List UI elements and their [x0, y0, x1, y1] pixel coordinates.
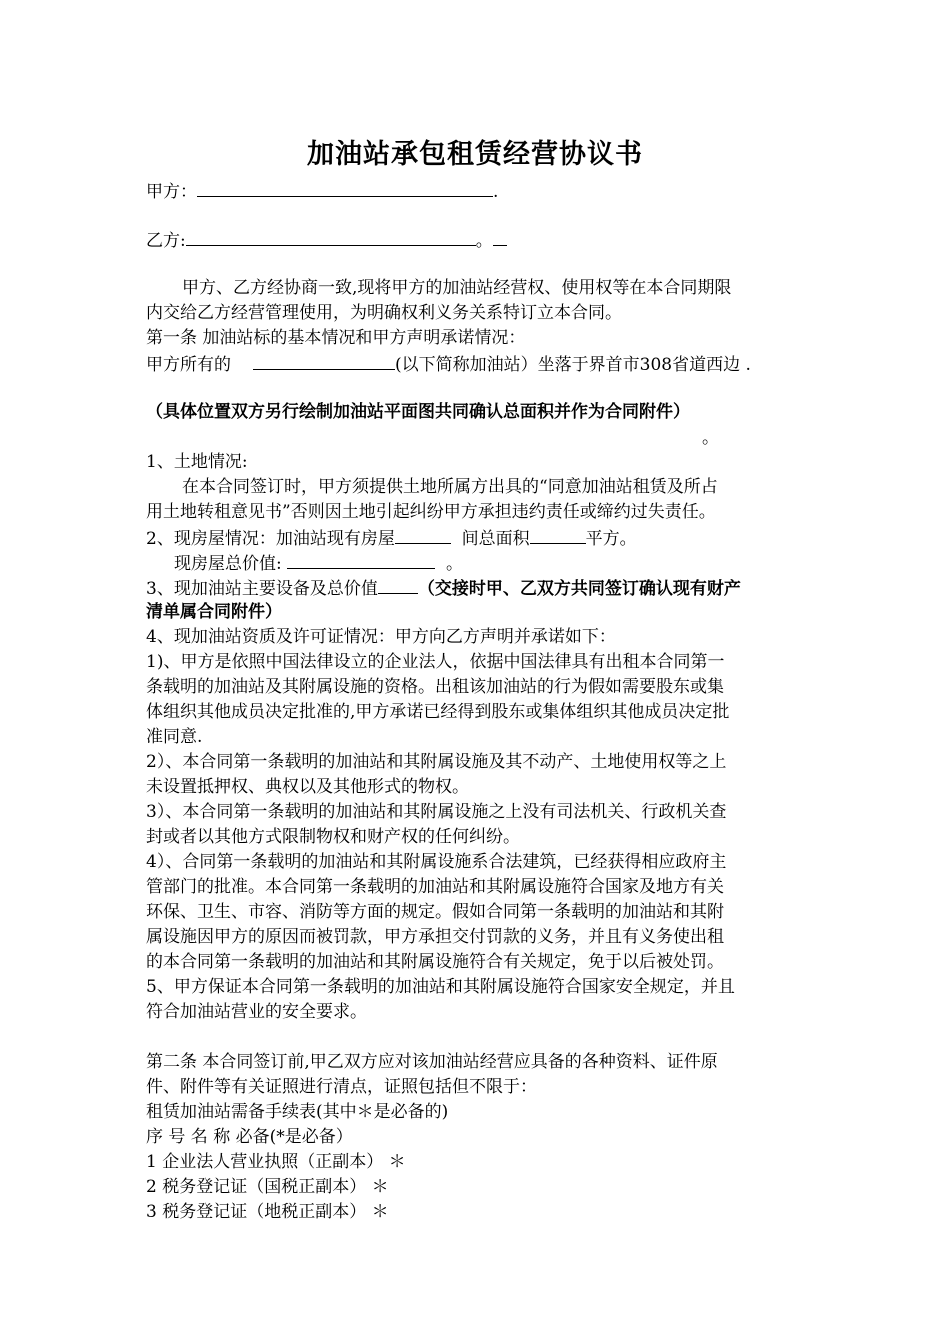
equipment-value-blank: [378, 575, 418, 594]
house-mid: 间总面积: [461, 529, 530, 549]
clause-line: 条载明的加油站及其附属设施的资格。出租该加油站的行为假如需要股东或集: [146, 677, 724, 697]
party-b-end: 。: [475, 231, 493, 251]
party-a-line: [146, 178, 498, 204]
intro-line-2: 内交给乙方经营管理使用，为明确权利义务关系特订立本合同。: [146, 303, 622, 323]
clause-line: 5、甲方保证本合同第一条载明的加油站和其附属设施符合国家安全规定，并且: [146, 977, 735, 997]
house-value-label: 现房屋总价值:: [174, 554, 282, 574]
house-line: [146, 525, 637, 551]
clause-line: 环保、卫生、市容、消防等方面的规定。假如合同第一条载明的加油站和其附: [146, 902, 724, 922]
article-1-heading: 第一条 加油站标的基本情况和甲方声明承诺情况：: [146, 328, 526, 348]
clause-line: 4）、合同第一条载明的加油站和其附属设施系合法建筑，已经获得相应政府主: [146, 852, 727, 872]
house-prefix: 2、现房屋情况：加油站现有房屋: [146, 529, 395, 549]
ownership-suffix: (以下简称加油站）坐落于界首市308省道西边 .: [395, 355, 751, 375]
clause-line: 1)、甲方是依照中国法律设立的企业法人，依据中国法律具有出租本合同第一: [146, 652, 725, 672]
house-value-end: 。: [445, 554, 463, 574]
equipment-note: （交接时甲、乙双方共同签订确认现有财产: [417, 579, 741, 599]
license-heading: 4、现加油站资质及许可证情况：甲方向乙方声明并承诺如下：: [146, 627, 616, 647]
house-area-blank: [530, 525, 586, 544]
location-note: （具体位置双方另行绘制加油站平面图共同确认总面积并作为合同附件）: [146, 402, 690, 422]
clause-line: 未设置抵押权、典权以及其他形式的物权。: [146, 777, 469, 797]
house-count-blank: [395, 525, 451, 544]
land-body-1: 在本合同签订时，甲方须提供土地所属方出具的“同意加油站租赁及所占: [182, 477, 718, 497]
article-1-ownership: [146, 351, 751, 377]
station-name-blank: [253, 351, 395, 370]
table-header: 序 号 名 称 必备(*是必备）: [146, 1127, 353, 1147]
equipment-prefix: 3、现加油站主要设备及总价值: [146, 579, 378, 599]
article-2-line-1: 第二条 本合同签订前,甲乙双方应对该加油站经营应具备的各种资料、证件原: [146, 1052, 718, 1072]
clause-line: 准同意.: [146, 727, 203, 747]
party-b-blank: [186, 227, 476, 246]
clause-line: 的本合同第一条载明的加油站和其附属设施符合有关规定，免于以后被处罚。: [146, 952, 724, 972]
table-row: 2 税务登记证（国税正副本） ＊: [146, 1177, 389, 1197]
equipment-note-2: 清单属合同附件）: [146, 602, 282, 622]
party-b-label: 乙方:: [146, 231, 186, 251]
party-b-line: [146, 227, 507, 253]
location-dot: 。: [702, 428, 719, 448]
clause-line: 管部门的批准。本合同第一条载明的加油站和其附属设施符合国家及地方有关: [146, 877, 724, 897]
intro-line-1: 甲方、乙方经协商一致,现将甲方的加油站经营权、使用权等在本合同期限: [182, 278, 732, 298]
clause-line: 属设施因甲方的原因而被罚款，甲方承担交付罚款的义务，并且有义务使出租: [146, 927, 724, 947]
equipment-line: [146, 575, 741, 601]
house-value-line: [174, 550, 463, 576]
clause-line: 符合加油站营业的安全要求。: [146, 1002, 367, 1022]
article-2-line-2: 件、附件等有关证照进行清点，证照包括但不限于：: [146, 1077, 537, 1097]
clause-line: 3）、本合同第一条载明的加油站和其附属设施之上没有司法机关、行政机关查: [146, 802, 727, 822]
house-value-blank: [287, 550, 435, 569]
table-row: 3 税务登记证（地税正副本） ＊: [146, 1202, 389, 1222]
party-a-end: .: [493, 182, 499, 202]
ownership-prefix: 甲方所有的: [146, 355, 231, 375]
land-body-2: 用土地转租意见书”否则因土地引起纠纷甲方承担违约责任或缔约过失责任。: [146, 502, 716, 522]
house-suffix: 平方。: [585, 529, 637, 549]
party-a-blank: [197, 178, 493, 197]
table-row: 1 企业法人营业执照（正副本） ＊: [146, 1152, 406, 1172]
party-a-label: 甲方：: [146, 182, 197, 202]
document-title: 加油站承包租赁经营协议书: [307, 139, 643, 170]
clause-line: 体组织其他成员决定批准的,甲方承诺已经得到股东或集体组织其他成员决定批: [146, 702, 730, 722]
clause-line: 封或者以其他方式限制物权和财产权的任何纠纷。: [146, 827, 520, 847]
land-heading: 1、土地情况:: [146, 452, 248, 472]
party-b-blank-tail: [493, 227, 507, 246]
clause-line: 2）、本合同第一条载明的加油站和其附属设施及其不动产、土地使用权等之上: [146, 752, 727, 772]
table-title: 租赁加油站需备手续表(其中＊是必备的): [146, 1102, 449, 1122]
